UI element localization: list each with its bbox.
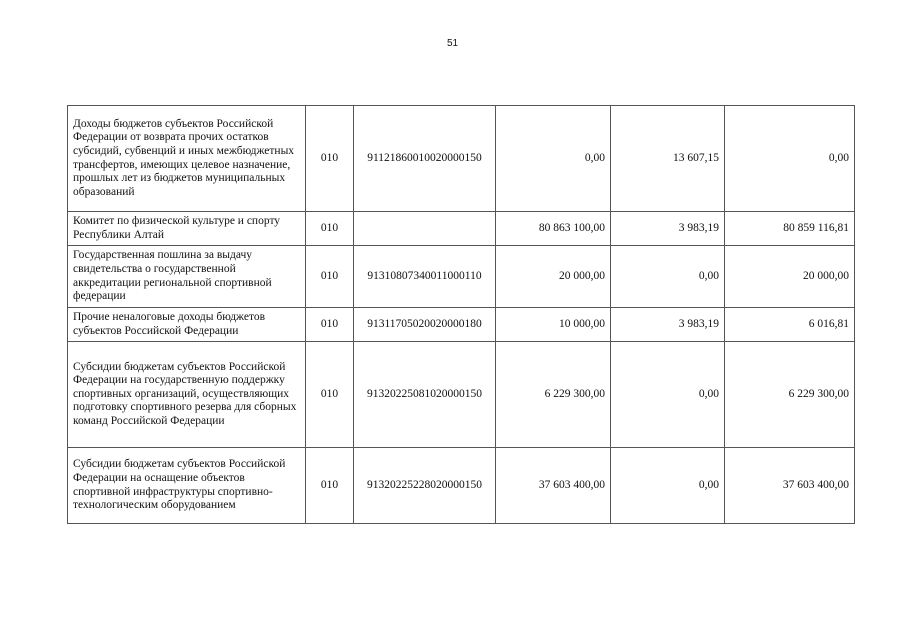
- row-remainder-cell: 6 016,81: [725, 308, 855, 342]
- table-row: [68, 448, 855, 524]
- page-number: 51: [446, 38, 459, 49]
- row-name-cell: Прочие неналоговые доходы бюджетов субъектов Российской Федерации: [68, 308, 306, 342]
- row-code-cell: 010: [306, 308, 354, 342]
- table-row: [68, 212, 855, 246]
- table-row: [68, 308, 855, 342]
- row-executed-cell: 0,00: [611, 342, 725, 448]
- row-executed-cell: 3 983,19: [611, 212, 725, 246]
- row-kbk-cell: [354, 212, 496, 246]
- row-code-cell: 010: [306, 448, 354, 524]
- row-remainder-cell: 20 000,00: [725, 246, 855, 308]
- row-remainder-cell: 6 229 300,00: [725, 342, 855, 448]
- row-remainder-cell: 80 859 116,81: [725, 212, 855, 246]
- row-kbk-cell: 91121860010020000150: [354, 106, 496, 212]
- row-code-cell: 010: [306, 342, 354, 448]
- row-plan-cell: 20 000,00: [496, 246, 611, 308]
- row-executed-cell: 13 607,15: [611, 106, 725, 212]
- row-name-cell: Комитет по физической культуре и спорту Республики Алтай: [68, 212, 306, 246]
- row-plan-cell: 6 229 300,00: [496, 342, 611, 448]
- row-name-cell: Доходы бюджетов субъектов Российской Федерации от возврата прочих остатков субсидий, субвенций и иных межбюджетных трансфертов, имеющих целевое назначение, прошлых лет из бюджетов муниципальных образований: [68, 106, 306, 212]
- row-plan-cell: 37 603 400,00: [496, 448, 611, 524]
- row-code-cell: 010: [306, 246, 354, 308]
- row-remainder-cell: 0,00: [725, 106, 855, 212]
- row-kbk-cell: 91310807340011000110: [354, 246, 496, 308]
- row-name-cell: Государственная пошлина за выдачу свидетельства о государственной аккредитации региональной спортивной федерации: [68, 246, 306, 308]
- row-kbk-cell: 91320225228020000150: [354, 448, 496, 524]
- row-executed-cell: 0,00: [611, 448, 725, 524]
- row-remainder-cell: 37 603 400,00: [725, 448, 855, 524]
- row-plan-cell: 0,00: [496, 106, 611, 212]
- row-code-cell: 010: [306, 212, 354, 246]
- budget-table: [67, 105, 855, 524]
- row-kbk-cell: 91320225081020000150: [354, 342, 496, 448]
- table-row: [68, 106, 855, 212]
- row-name-cell: Субсидии бюджетам субъектов Российской Федерации на государственную поддержку спортивных организаций, осуществляющих подготовку спортивного резерва для сборных команд Российской Федерации: [68, 342, 306, 448]
- table-row: [68, 342, 855, 448]
- row-code-cell: 010: [306, 106, 354, 212]
- row-kbk-cell: 91311705020020000180: [354, 308, 496, 342]
- row-plan-cell: 10 000,00: [496, 308, 611, 342]
- row-executed-cell: 0,00: [611, 246, 725, 308]
- row-name-cell: Субсидии бюджетам субъектов Российской Федерации на оснащение объектов спортивной инфраструктуры спортивно-технологическим оборудованием: [68, 448, 306, 524]
- table-row: [68, 246, 855, 308]
- row-plan-cell: 80 863 100,00: [496, 212, 611, 246]
- row-executed-cell: 3 983,19: [611, 308, 725, 342]
